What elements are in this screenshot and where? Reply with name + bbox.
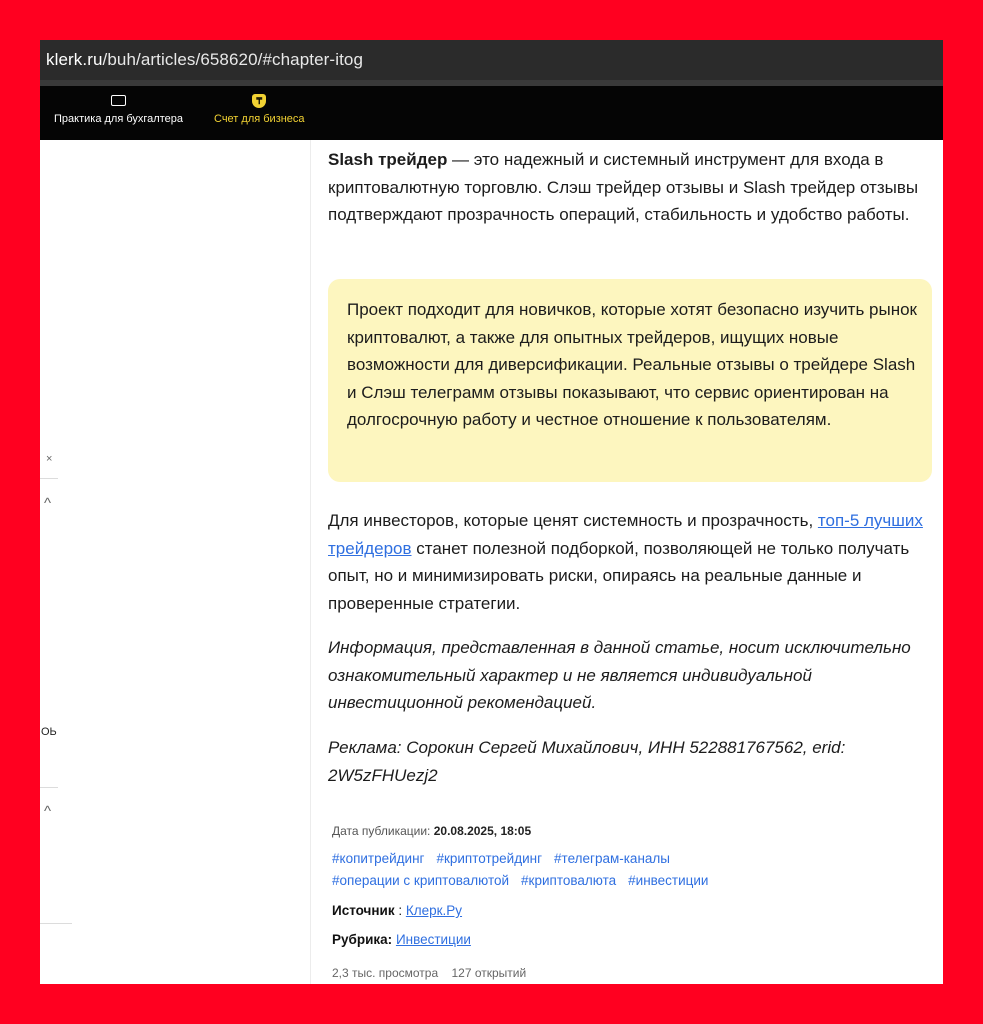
tag-link[interactable]: #инвестиции bbox=[628, 873, 709, 888]
site-top-nav bbox=[40, 86, 943, 140]
opens-count: 127 открытий bbox=[451, 966, 527, 980]
source-link[interactable]: Клерк.Ру bbox=[405, 903, 463, 918]
rubric-label: Рубрика: bbox=[332, 932, 393, 947]
article-stats bbox=[332, 966, 526, 980]
divider bbox=[40, 923, 72, 924]
chevron-up-icon[interactable]: ^ bbox=[44, 803, 52, 820]
tags-row bbox=[332, 848, 932, 870]
url-path: /buh/articles/658620/#chapter-itog bbox=[102, 50, 364, 69]
close-icon[interactable]: × bbox=[46, 453, 53, 465]
publication-date bbox=[332, 824, 531, 838]
rubric-row bbox=[332, 932, 471, 947]
source-row bbox=[332, 903, 462, 918]
tag-link[interactable]: #копитрейдинг bbox=[332, 851, 425, 866]
views-count: 2,3 тыс. просмотра bbox=[332, 966, 439, 980]
intro-bold: Slash трейдер bbox=[328, 150, 448, 169]
tag-link[interactable]: #криптотрейдинг bbox=[436, 851, 543, 866]
divider bbox=[40, 787, 58, 788]
chevron-up-icon[interactable]: ^ bbox=[44, 495, 52, 512]
disclaimer-text: Информация, представленная в данной статье, носит исключительно ознакомительный характер и не является индивидуальной инвестиционной рекомендацией. bbox=[328, 638, 911, 712]
callout-text: Проект подходит для новичков, которые хотят безопасно изучить рынок криптовалют, а также для опытных трейдеров, ищущих новые возможности для диверсификации. Реальные отзывы о трейдере Slash и Слэш телеграмм отзывы показывают, что сервис ориентирован на долгосрочную работу и честное отношение к пользователям. bbox=[347, 300, 917, 429]
nav-item-label: Счет для бизнеса bbox=[214, 113, 305, 125]
intro-text: — это надежный и системный инструмент для входа в криптовалютную торговлю. Слэш трейдер отзывы и Slash трейдер отзывы подтверждают прозрачность операций, стабильность и удобство работы. bbox=[328, 150, 919, 224]
tag-link[interactable]: #телеграм-каналы bbox=[554, 851, 670, 866]
nav-item-label: Практика для бухгалтера bbox=[54, 113, 183, 125]
pub-date-value: 20.08.2025, 18:05 bbox=[433, 824, 532, 838]
url-domain: klerk.ru bbox=[46, 50, 103, 69]
source-sep: : bbox=[394, 903, 406, 918]
investors-text-after: станет полезной подборкой, позволяющей не только получать опыт, но и минимизировать риски, опираясь на реальные данные и проверенные стратегии. bbox=[328, 538, 910, 613]
tags-row bbox=[332, 870, 932, 892]
nav-item-accounting-practice[interactable] bbox=[54, 92, 183, 126]
top5-traders-link[interactable]: топ-5 лучших трейдеров bbox=[328, 511, 923, 558]
tag-link[interactable]: #операции с криптовалютой bbox=[332, 873, 510, 888]
url-text[interactable] bbox=[46, 50, 363, 70]
chat-icon bbox=[111, 95, 126, 106]
investors-text-before: Для инвесторов, которые ценят системность и прозрачность, bbox=[328, 511, 818, 530]
rubric-link[interactable]: Инвестиции bbox=[395, 932, 471, 947]
address-bar[interactable] bbox=[40, 40, 943, 86]
paragraph-investors bbox=[328, 507, 928, 617]
left-sidebar bbox=[40, 140, 311, 984]
tags-list bbox=[332, 848, 932, 892]
paragraph-intro bbox=[328, 146, 928, 229]
shield-icon: ₸ bbox=[252, 94, 266, 108]
sidebar-text-fragment: ОЬ bbox=[41, 726, 57, 738]
highlight-callout bbox=[328, 279, 932, 482]
browser-frame bbox=[40, 40, 943, 984]
ad-disclosure: Реклама: Сорокин Сергей Михайлович, ИНН 522881767562, erid: 2W5zFHUezj2 bbox=[328, 738, 846, 785]
tag-link[interactable]: #криптовалюта bbox=[521, 873, 617, 888]
divider bbox=[40, 478, 58, 479]
nav-item-business-account[interactable] bbox=[214, 92, 305, 126]
pub-date-label: Дата публикации: bbox=[332, 824, 434, 838]
source-label: Источник bbox=[332, 903, 395, 918]
